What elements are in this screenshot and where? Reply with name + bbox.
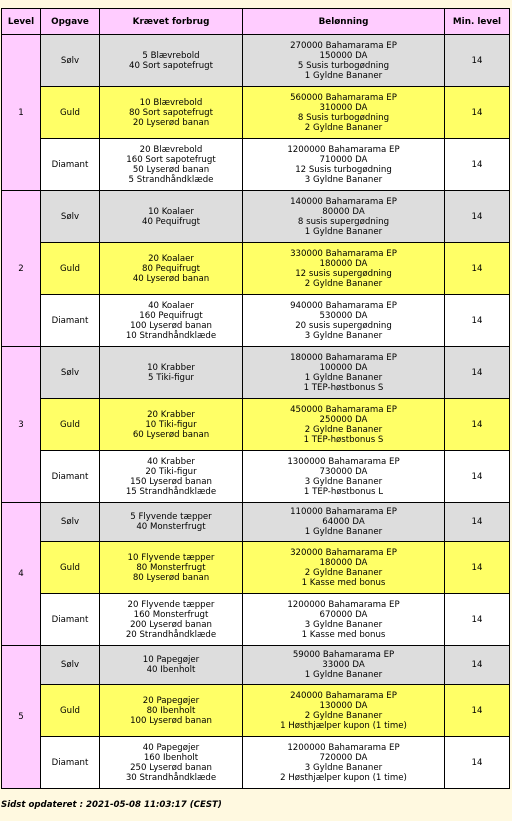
required-item: 20 Krabber bbox=[147, 409, 195, 420]
reward-item: 5 Susis turbogødning bbox=[297, 60, 390, 71]
min-level-cell: 14 bbox=[445, 451, 510, 503]
required-item: 40 Krabber bbox=[147, 456, 195, 467]
required-item: 160 Monsterfrugt bbox=[133, 609, 209, 620]
rewards-table bbox=[1, 8, 510, 789]
reward-item: 1 Gyldne Bananer bbox=[304, 527, 383, 537]
reward-item: 3 Gyldne Bananer bbox=[304, 476, 383, 487]
reward-item: 8 susis supergødning bbox=[297, 216, 390, 227]
required-item: 5 Strandhåndklæde bbox=[128, 174, 214, 185]
reward-item: 1 Høsthjælper kupon (1 time) bbox=[280, 720, 407, 731]
task-cell: Sølv bbox=[41, 347, 100, 399]
required-cell bbox=[100, 399, 243, 451]
required-item: 40 Monsterfrugt bbox=[136, 522, 206, 532]
table-row bbox=[2, 503, 510, 542]
reward-item: 710000 DA bbox=[319, 154, 368, 165]
reward-cell bbox=[243, 191, 445, 243]
reward-cell bbox=[243, 139, 445, 191]
task-cell: Sølv bbox=[41, 191, 100, 243]
required-item: 10 Blævrebold bbox=[139, 97, 203, 108]
reward-item: 2 Gyldne Bananer bbox=[304, 278, 383, 289]
task-cell: Guld bbox=[41, 399, 100, 451]
reward-item: 180000 DA bbox=[319, 557, 368, 568]
required-item: 20 Strandhåndklæde bbox=[125, 629, 217, 640]
reward-item: 330000 Bahamarama EP bbox=[290, 248, 397, 259]
required-item: 100 Lyserød banan bbox=[130, 715, 212, 726]
required-cell bbox=[100, 295, 243, 347]
header-reward: Belønning bbox=[243, 9, 445, 35]
reward-item: 110000 Bahamarama EP bbox=[290, 507, 397, 517]
required-item: 160 Sort sapotefrugt bbox=[126, 154, 216, 165]
min-level-cell: 14 bbox=[445, 737, 510, 789]
required-item: 20 Koalaer bbox=[148, 253, 194, 264]
reward-item: 12 Susis turbogødning bbox=[295, 164, 392, 175]
required-item: 10 Tiki-figur bbox=[145, 419, 197, 430]
required-item: 5 Blævrebold bbox=[142, 50, 200, 61]
reward-item: 1 Gyldne Bananer bbox=[304, 70, 383, 81]
table-header-row bbox=[2, 9, 510, 35]
reward-item: 1 Gyldne Bananer bbox=[304, 372, 383, 383]
required-item: 40 Lyserød banan bbox=[132, 273, 210, 284]
reward-item: 8 Susis turbogødning bbox=[297, 112, 390, 123]
reward-item: 670000 DA bbox=[319, 609, 368, 620]
task-cell: Sølv bbox=[41, 646, 100, 685]
reward-item: 720000 DA bbox=[319, 752, 368, 763]
required-cell bbox=[100, 646, 243, 685]
reward-item: 100000 DA bbox=[319, 362, 368, 373]
required-item: 80 Ibenholt bbox=[146, 705, 196, 716]
required-item: 15 Strandhåndklæde bbox=[125, 486, 217, 497]
required-item: 5 Tiki-figur bbox=[148, 372, 194, 383]
required-cell bbox=[100, 191, 243, 243]
table-row bbox=[2, 451, 510, 503]
min-level-cell: 14 bbox=[445, 87, 510, 139]
required-cell bbox=[100, 542, 243, 594]
reward-cell bbox=[243, 451, 445, 503]
reward-item: 1 Gyldne Bananer bbox=[304, 226, 383, 237]
required-item: 80 Lyserød banan bbox=[132, 572, 210, 583]
reward-item: 2 Gyldne Bananer bbox=[304, 567, 383, 578]
required-item: 20 Papegøjer bbox=[142, 695, 200, 706]
reward-item: 730000 DA bbox=[319, 466, 368, 477]
table-row bbox=[2, 685, 510, 737]
reward-item: 1300000 Bahamarama EP bbox=[287, 456, 400, 467]
table-row bbox=[2, 139, 510, 191]
required-item: 40 Sort sapotefrugt bbox=[129, 60, 213, 71]
required-item: 10 Koalaer bbox=[148, 206, 194, 217]
reward-cell bbox=[243, 243, 445, 295]
task-cell: Sølv bbox=[41, 503, 100, 542]
level-cell: 1 bbox=[2, 35, 41, 191]
required-item: 100 Lyserød banan bbox=[130, 320, 212, 331]
reward-item: 64000 DA bbox=[322, 517, 365, 527]
reward-cell bbox=[243, 685, 445, 737]
reward-cell bbox=[243, 503, 445, 542]
min-level-cell: 14 bbox=[445, 347, 510, 399]
header-task: Opgave bbox=[41, 9, 100, 35]
required-item: 10 Krabber bbox=[147, 362, 195, 373]
reward-item: 80000 DA bbox=[322, 206, 365, 217]
task-cell: Sølv bbox=[41, 35, 100, 87]
required-cell bbox=[100, 87, 243, 139]
reward-item: 2 Gyldne Bananer bbox=[304, 710, 383, 721]
reward-item: 180000 DA bbox=[319, 258, 368, 269]
table-row bbox=[2, 594, 510, 646]
table-row bbox=[2, 399, 510, 451]
required-item: 60 Lyserød banan bbox=[132, 429, 210, 440]
reward-cell bbox=[243, 347, 445, 399]
required-cell bbox=[100, 347, 243, 399]
required-item: 5 Flyvende tæpper bbox=[130, 512, 212, 522]
table-row bbox=[2, 295, 510, 347]
min-level-cell: 14 bbox=[445, 243, 510, 295]
min-level-cell: 14 bbox=[445, 35, 510, 87]
required-item: 40 Ibenholt bbox=[146, 665, 196, 675]
task-cell: Guld bbox=[41, 542, 100, 594]
reward-item: 1 Gyldne Bananer bbox=[304, 670, 383, 680]
required-item: 20 Tiki-figur bbox=[145, 466, 197, 477]
required-item: 40 Papegøjer bbox=[142, 742, 200, 753]
reward-item: 140000 Bahamarama EP bbox=[290, 196, 397, 207]
required-item: 10 Papegøjer bbox=[142, 655, 200, 665]
reward-item: 3 Gyldne Bananer bbox=[304, 174, 383, 185]
reward-item: 12 susis supergødning bbox=[295, 268, 392, 279]
required-item: 10 Flyvende tæpper bbox=[127, 552, 215, 563]
reward-cell bbox=[243, 399, 445, 451]
level-cell: 4 bbox=[2, 503, 41, 646]
required-item: 80 Sort sapotefrugt bbox=[129, 107, 213, 118]
required-cell bbox=[100, 243, 243, 295]
required-item: 20 Flyvende tæpper bbox=[127, 599, 215, 610]
reward-item: 310000 DA bbox=[319, 102, 368, 113]
reward-item: 1 TEP-høstbonus L bbox=[303, 486, 384, 497]
reward-item: 250000 DA bbox=[319, 414, 368, 425]
header-required-consumption: Krævet forbrug bbox=[100, 9, 243, 35]
reward-item: 560000 Bahamarama EP bbox=[290, 92, 397, 103]
reward-item: 1200000 Bahamarama EP bbox=[287, 742, 400, 753]
min-level-cell: 14 bbox=[445, 685, 510, 737]
reward-item: 1 Kasse med bonus bbox=[301, 577, 386, 588]
reward-cell bbox=[243, 87, 445, 139]
header-min-level: Min. level bbox=[445, 9, 510, 35]
reward-item: 450000 Bahamarama EP bbox=[290, 404, 397, 415]
min-level-cell: 14 bbox=[445, 399, 510, 451]
reward-item: 530000 DA bbox=[319, 310, 368, 321]
table-row bbox=[2, 737, 510, 789]
reward-item: 270000 Bahamarama EP bbox=[290, 40, 397, 51]
required-item: 50 Lyserød banan bbox=[132, 164, 210, 175]
reward-item: 180000 Bahamarama EP bbox=[290, 352, 397, 363]
required-cell bbox=[100, 503, 243, 542]
required-item: 40 Pequifrugt bbox=[142, 216, 200, 227]
header-level: Level bbox=[2, 9, 41, 35]
reward-item: 2 Høsthjælper kupon (1 time) bbox=[280, 772, 407, 783]
required-cell bbox=[100, 737, 243, 789]
required-item: 30 Strandhåndklæde bbox=[125, 772, 217, 783]
reward-item: 1200000 Bahamarama EP bbox=[287, 144, 400, 155]
reward-cell bbox=[243, 542, 445, 594]
reward-item: 1 TEP-høstbonus S bbox=[303, 434, 384, 445]
reward-item: 2 Gyldne Bananer bbox=[304, 424, 383, 435]
required-item: 20 Lyserød banan bbox=[132, 117, 210, 128]
table-body bbox=[2, 35, 510, 789]
reward-item: 1200000 Bahamarama EP bbox=[287, 599, 400, 610]
reward-item: 59000 Bahamarama EP bbox=[292, 650, 395, 660]
min-level-cell: 14 bbox=[445, 594, 510, 646]
level-cell: 5 bbox=[2, 646, 41, 789]
reward-item: 2 Gyldne Bananer bbox=[304, 122, 383, 133]
reward-item: 150000 DA bbox=[319, 50, 368, 61]
reward-item: 940000 Bahamarama EP bbox=[290, 300, 397, 311]
min-level-cell: 14 bbox=[445, 503, 510, 542]
required-cell bbox=[100, 139, 243, 191]
task-cell: Diamant bbox=[41, 594, 100, 646]
required-cell bbox=[100, 685, 243, 737]
table-row bbox=[2, 646, 510, 685]
reward-item: 3 Gyldne Bananer bbox=[304, 762, 383, 773]
required-item: 20 Blævrebold bbox=[139, 144, 203, 155]
table-row bbox=[2, 347, 510, 399]
required-item: 80 Monsterfrugt bbox=[136, 562, 206, 573]
reward-cell bbox=[243, 295, 445, 347]
required-item: 250 Lyserød banan bbox=[130, 762, 212, 773]
required-cell bbox=[100, 594, 243, 646]
required-item: 200 Lyserød banan bbox=[130, 619, 212, 630]
reward-item: 240000 Bahamarama EP bbox=[290, 690, 397, 701]
reward-cell bbox=[243, 594, 445, 646]
min-level-cell: 14 bbox=[445, 295, 510, 347]
level-cell: 2 bbox=[2, 191, 41, 347]
min-level-cell: 14 bbox=[445, 139, 510, 191]
required-item: 80 Pequifrugt bbox=[142, 263, 200, 274]
min-level-cell: 14 bbox=[445, 191, 510, 243]
reward-item: 20 susis supergødning bbox=[295, 320, 392, 331]
table-row bbox=[2, 35, 510, 87]
task-cell: Diamant bbox=[41, 295, 100, 347]
required-item: 150 Lyserød banan bbox=[130, 476, 212, 487]
min-level-cell: 14 bbox=[445, 542, 510, 594]
task-cell: Diamant bbox=[41, 451, 100, 503]
min-level-cell: 14 bbox=[445, 646, 510, 685]
reward-item: 33000 DA bbox=[322, 660, 365, 670]
required-item: 160 Ibenholt bbox=[143, 752, 199, 763]
reward-cell bbox=[243, 35, 445, 87]
required-cell bbox=[100, 35, 243, 87]
task-cell: Guld bbox=[41, 685, 100, 737]
reward-item: 1 Kasse med bonus bbox=[301, 629, 386, 640]
reward-item: 3 Gyldne Bananer bbox=[304, 330, 383, 341]
last-updated-text: Sidst opdateret : 2021-05-08 11:03:17 (CEST) bbox=[1, 800, 222, 810]
reward-item: 320000 Bahamarama EP bbox=[290, 547, 397, 558]
reward-item: 130000 DA bbox=[319, 700, 368, 711]
required-item: 10 Strandhåndklæde bbox=[125, 330, 217, 341]
reward-cell bbox=[243, 737, 445, 789]
required-cell bbox=[100, 451, 243, 503]
table-row bbox=[2, 87, 510, 139]
task-cell: Diamant bbox=[41, 139, 100, 191]
required-item: 40 Koalaer bbox=[148, 300, 194, 311]
task-cell: Diamant bbox=[41, 737, 100, 789]
reward-item: 1 TEP-høstbonus S bbox=[303, 382, 384, 393]
task-cell: Guld bbox=[41, 243, 100, 295]
level-cell: 3 bbox=[2, 347, 41, 503]
reward-cell bbox=[243, 646, 445, 685]
table-row bbox=[2, 243, 510, 295]
reward-item: 3 Gyldne Bananer bbox=[304, 619, 383, 630]
required-item: 160 Pequifrugt bbox=[139, 310, 203, 321]
table-row bbox=[2, 191, 510, 243]
task-cell: Guld bbox=[41, 87, 100, 139]
table-row bbox=[2, 542, 510, 594]
